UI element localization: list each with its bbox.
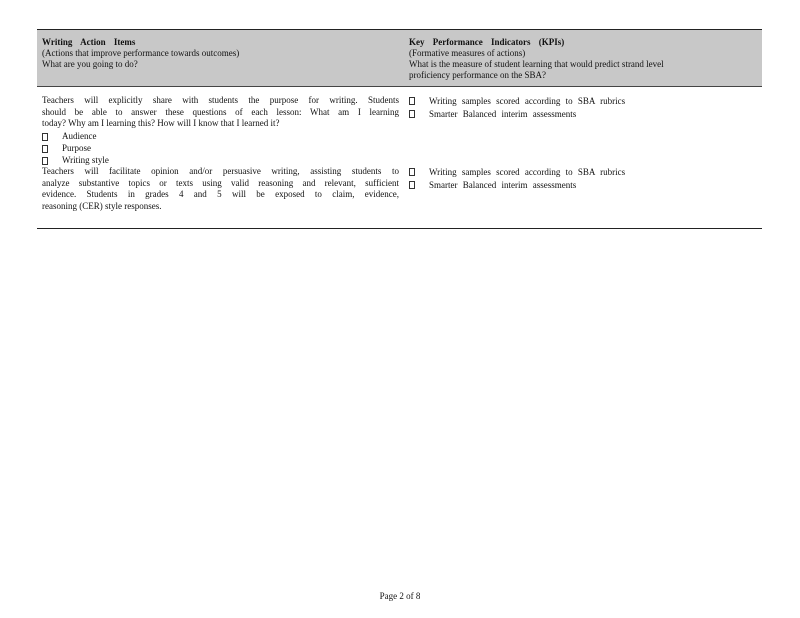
action-cell: [37, 166, 404, 228]
kpi-list: [409, 95, 757, 120]
action-text: [42, 95, 399, 130]
list-item: [42, 155, 399, 167]
header-action-items: [37, 30, 404, 86]
table-header-row: [37, 30, 762, 87]
header-kpis: [404, 30, 762, 86]
checkbox-bullet-icon: [409, 97, 415, 105]
bullet-label: Purpose: [62, 142, 91, 153]
checkbox-bullet-icon: [409, 168, 415, 176]
action-bullet-list: [42, 131, 399, 167]
checkbox-bullet-icon: [42, 133, 48, 141]
kpi-label: Smarter Balanced interim assessments: [429, 179, 577, 190]
list-item: [42, 131, 399, 143]
checkbox-bullet-icon: [409, 181, 415, 189]
bullet-label: Audience: [62, 130, 97, 141]
list-item: [409, 95, 757, 108]
kpi-label: Smarter Balanced interim assessments: [429, 108, 577, 119]
kpi-label: Writing samples scored according to SBA rubrics: [429, 167, 626, 177]
header-kpi-question-cont: proficiency performance on the SBA?: [409, 70, 546, 80]
kpi-cell: [404, 166, 762, 228]
list-item: [409, 179, 757, 192]
header-action-title: Writing Action Items: [42, 37, 136, 47]
action-text-line: today? Why am I learning this? How will I know that I learned it?: [42, 118, 280, 128]
header-action-question: What are you going to do?: [42, 59, 138, 69]
list-item: [409, 108, 757, 121]
header-kpi-question: What is the measure of student learning that would predict strand level: [409, 59, 664, 69]
bullet-label: Writing style: [62, 154, 109, 165]
checkbox-bullet-icon: [42, 145, 48, 153]
list-item: [42, 143, 399, 155]
action-text-line: Teachers will facilitate opinion and/or persuasive writing, assisting students to: [42, 166, 399, 176]
checkbox-bullet-icon: [409, 110, 415, 118]
action-kpi-table: [37, 29, 762, 229]
kpi-list: [409, 166, 757, 191]
action-text-line: should be able to answer these questions of each lesson: What am I learning: [42, 106, 399, 117]
action-text: [42, 166, 399, 212]
action-text-line: Teachers will explicitly share with students the purpose for writing. Students: [42, 95, 399, 105]
action-cell: [37, 95, 404, 166]
header-kpi-title: Key Performance Indicators (KPIs): [409, 37, 565, 47]
table-row: [37, 166, 762, 228]
checkbox-bullet-icon: [42, 157, 48, 165]
action-text-line: reasoning (CER) style responses.: [42, 200, 162, 211]
header-action-subtitle: (Actions that improve performance towards outcomes): [42, 48, 240, 58]
action-text-line: evidence. Students in grades 4 and 5 will be exposed to claim, evidence,: [42, 189, 399, 199]
table-row: [37, 87, 762, 166]
header-kpi-subtitle: (Formative measures of actions): [409, 48, 526, 58]
kpi-cell: [404, 95, 762, 166]
list-item: [409, 166, 757, 179]
action-text-line: analyze substantive topics or texts using valid reasoning and relevant, sufficient: [42, 177, 399, 188]
kpi-label: Writing samples scored according to SBA rubrics: [429, 96, 626, 106]
page-number: Page 2 of 8: [379, 591, 421, 601]
